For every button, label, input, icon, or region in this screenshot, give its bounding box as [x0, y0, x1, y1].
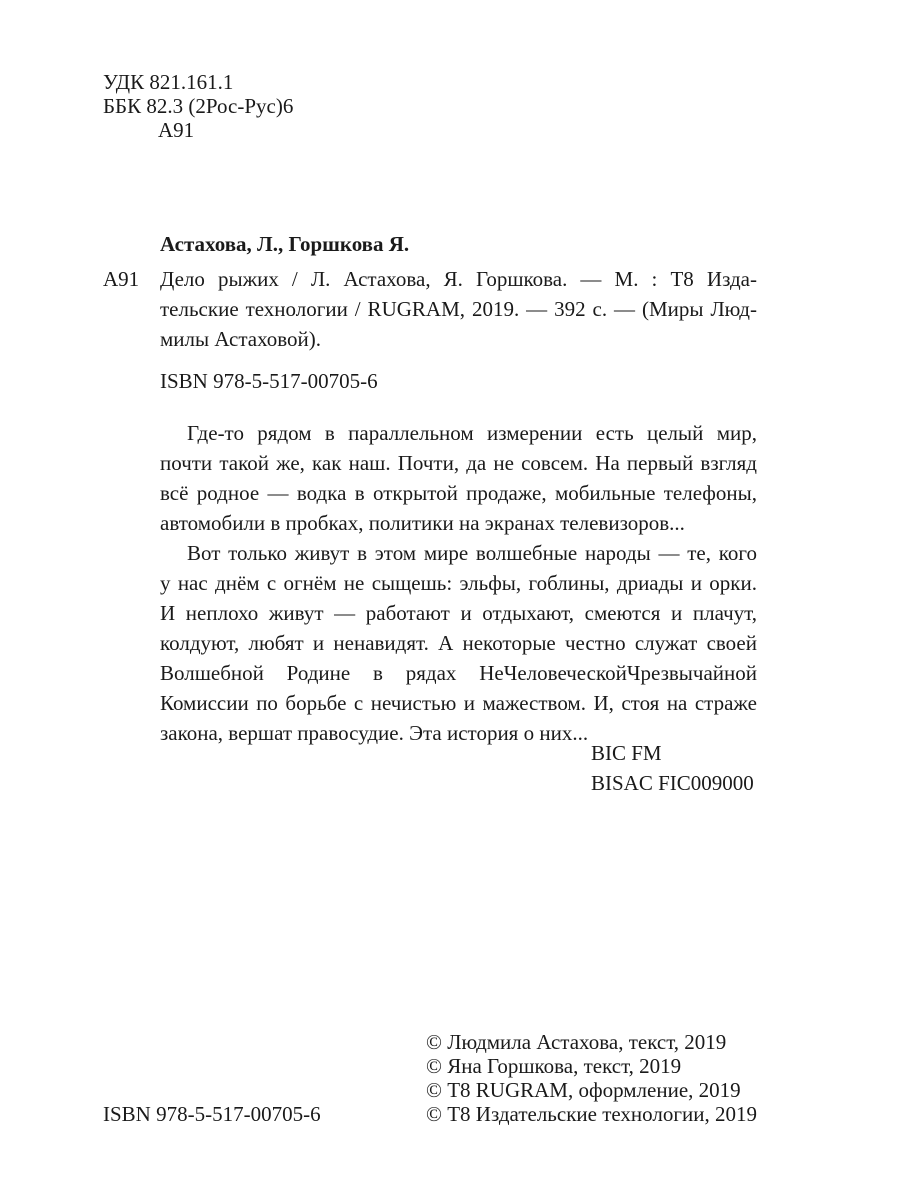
- author-heading: Астахова, Л., Горшкова Я.: [160, 232, 410, 256]
- annotation-line: И неплохо живут — работают и отдыхают, смеются и плачут,: [160, 601, 757, 625]
- annotation-line: почти такой же, как наш. Почти, да не совсем. На первый взгляд: [160, 451, 757, 475]
- biblio-line: Дело рыжих / Л. Астахова, Я. Горшкова. — М. : Т8 Изда-: [160, 267, 757, 291]
- bisac-code: BISAC FIC009000: [591, 771, 754, 795]
- annotation-line: у нас днём с огнём не сыщешь: эльфы, гоблины, дриады и орки.: [160, 571, 757, 595]
- biblio-line: милы Астаховой).: [160, 327, 322, 351]
- annotation-line: всё родное — водка в открытой продаже, мобильные телефоны,: [160, 481, 757, 505]
- classification-block: [103, 70, 293, 142]
- annotation: [160, 418, 757, 748]
- annotation-line: Вот только живут в этом мире волшебные народы — те, кого: [187, 541, 757, 565]
- isbn-top: ISBN 978-5-517-00705-6: [160, 369, 378, 393]
- udk-code: УДК 821.161.1: [103, 70, 234, 94]
- annotation-line: Волшебной Родине в рядах НеЧеловеческойЧрезвычайной: [160, 661, 757, 685]
- copyright-line: © Т8 RUGRAM, оформление, 2019: [426, 1078, 741, 1102]
- bbk-code: ББК 82.3 (2Рос-Рус)6: [103, 94, 294, 118]
- isbn-bottom: ISBN 978-5-517-00705-6: [103, 1102, 321, 1126]
- author-mark: А91: [158, 118, 195, 142]
- bic-code: BIC FM: [591, 741, 662, 765]
- copyright-line: © Людмила Астахова, текст, 2019: [426, 1030, 727, 1054]
- subject-codes: [591, 738, 754, 798]
- annotation-line: автомобили в пробках, политики на экранах телевизоров...: [160, 511, 685, 535]
- annotation-line: Где-то рядом в параллельном измерении есть целый мир,: [187, 421, 757, 445]
- annotation-line: колдуют, любят и ненавидят. А некоторые честно служат своей: [160, 631, 757, 655]
- annotation-line: закона, вершат правосудие. Эта история о них...: [160, 721, 589, 745]
- copyright-line: © Яна Горшкова, текст, 2019: [426, 1054, 682, 1078]
- author-mark-side: А91: [103, 267, 140, 291]
- biblio-line: тельские технологии / RUGRAM, 2019. — 392 с. — (Миры Люд-: [160, 297, 757, 321]
- annotation-line: Комиссии по борьбе с нечистью и мажеством. И, стоя на страже: [160, 691, 757, 715]
- bibliographic-description: [160, 264, 757, 354]
- copyright-line: © Т8 Издательские технологии, 2019: [426, 1102, 757, 1126]
- copyright-block: [426, 1030, 760, 1126]
